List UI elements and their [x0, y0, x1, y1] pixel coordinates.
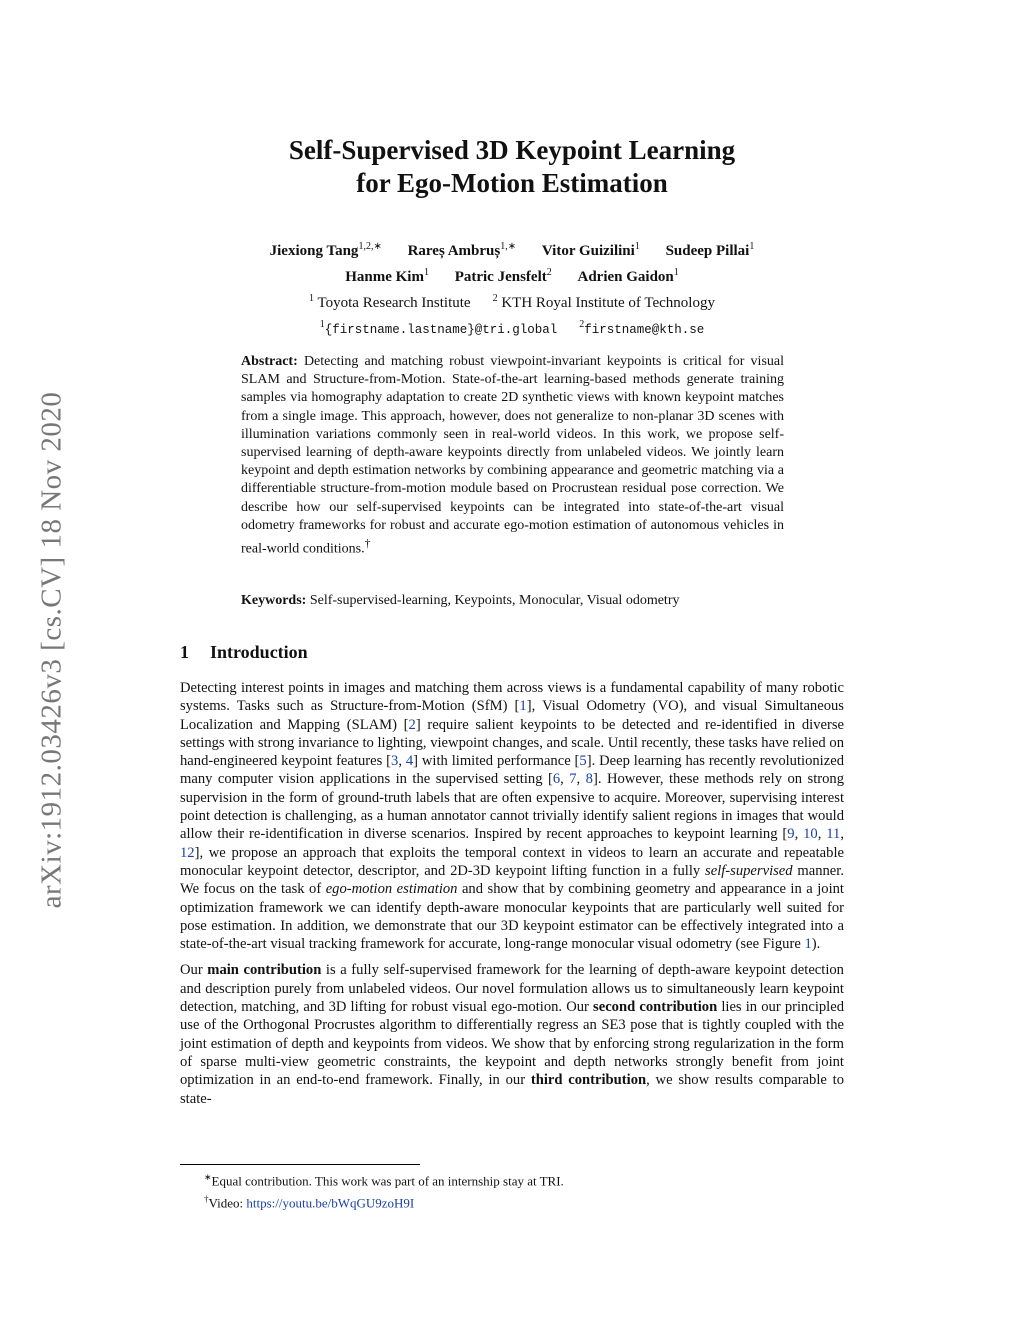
author-affil-mark: 1,∗ [500, 241, 517, 252]
author-line-2 [0, 262, 1024, 288]
text-run: Detecting interest points in images and matching them across views is a fundamental capability of many robotic systems. Tasks such as Structure-from-Motion (SfM) [ [180, 680, 844, 715]
text-run: ] require salient keypoints to be detected and re-identified in diverse settings with strong invariance to lighting, viewpoint changes, and scale. Until recently, these tasks have relied on hand-engineered keypoint features [ [180, 716, 845, 770]
citation-link[interactable]: 6 [552, 771, 561, 788]
author-affil-mark: 1 [634, 241, 640, 252]
affil-mark: 2 [492, 293, 498, 304]
author-block [0, 236, 1024, 341]
author-name: Jiexiong Tang [269, 243, 359, 259]
text-run: ], Visual Odometry (VO), and visual Simultaneous Localization and Mapping (SLAM) [ [180, 698, 844, 733]
intro-body [180, 679, 844, 1116]
keywords-text: Self-supervised-learning, Keypoints, Monocular, Visual odometry [309, 593, 680, 608]
email-1: {firstname.lastname}@tri.global [324, 323, 558, 337]
footnote-text: Equal contribution. This work was part of an internship stay at TRI. [211, 1173, 564, 1189]
citation-link[interactable]: 1 [519, 698, 527, 715]
author-line-1 [0, 236, 1024, 262]
citation-link[interactable]: 4 [405, 753, 414, 770]
author-name: Patric Jensfelt [454, 269, 547, 285]
author-affil-mark: 2 [546, 267, 552, 278]
author-affil-mark: 1 [423, 267, 429, 278]
citation-link[interactable]: 3 [391, 753, 399, 770]
arxiv-stamp: arXiv:1912.03426v3 [cs.CV] 18 Nov 2020 [35, 391, 68, 909]
text-run: is a fully self-supervised framework for the learning of depth-aware keypoint detection and description purely from unlabeled videos. Our novel formulation allows us to simultaneously learn keypoint detection, matching, and 3D lifting for robust visual ego-motion. Our [180, 962, 844, 1016]
abstract-dagger: † [364, 537, 371, 551]
author-name: Hanme Kim [345, 269, 424, 285]
text-run: manner. We focus on the task of [180, 862, 844, 898]
emphasis: ego-motion estimation [325, 881, 458, 898]
abstract-text: Detecting and matching robust viewpoint-invariant keypoints is critical for visual SLAM and Structure-from-Motion. State-of-the-art learning-based methods generate training samples via homography adaptation to create 2D synthetic views with known keypoint matches from a single image. This approach, however, does not generalize to non-planar 3D scenes with illumination variations commonly seen in real-world videos. In this work, we propose self-supervised learning of depth-aware keypoints directly from unlabeled videos. We jointly learn keypoint and depth estimation networks by combining appearance and geometric matching via a differentiable structure-from-motion module based on Procrustean residual pose correction. We describe how our self-supervised keypoints can be integrated into state-of-the-art visual odometry frameworks for robust and accurate ego-motion estimation of autonomous vehicles in real-world conditions. [241, 354, 784, 557]
email-line [0, 314, 1024, 341]
section-number: 1 [180, 642, 189, 662]
abstract [241, 353, 784, 559]
title-line-1: Self-Supervised 3D Keypoint Learning [288, 135, 736, 165]
citation-link[interactable]: 9 [787, 826, 795, 843]
text-run: and show that by combining geometry and appearance in a joint optimization framework we can identify depth-aware monocular keypoints that are particularly well suited for pose estimation. In addition, we demonstrate that our 3D keypoint estimator can be effectively integrated into a state-of-the-art visual tracking framework for accurate, long-range monocular visual odometry (see Figure [180, 881, 844, 953]
video-link[interactable]: https://youtu.be/bWqGU9zoH9I [246, 1195, 415, 1211]
footnote-mark: ∗ [204, 1172, 212, 1182]
author-affil-mark: 1 [673, 267, 679, 278]
affil-mark: 2 [579, 319, 585, 330]
citation-link[interactable]: 10 [803, 826, 818, 843]
affiliation-1: Toyota Research Institute [317, 295, 471, 311]
footnote-mark: † [204, 1194, 209, 1205]
author-name: Vitor Guizilini [541, 243, 635, 259]
intro-paragraph-1: Detecting interest points in images and matching them across views is a fundamental capability of many robotic systems. Tasks such as Structure-from-Motion (SfM) [1], Visual Odometry (VO), and visual Simultaneous Localization and Mapping (SLAM) [2] require salient keypoints to be detected and re-identified in diverse settings with strong invariance to lighting, viewpoint changes, and scale. Until recently, these tasks have relied on hand-engineered keypoint features [3, 4] with limited performance [5]. Deep learning has recently revolutionized many computer vision applications in the supervised setting [6, 7, 8]. However, these methods rely on strong supervision in the form of ground-truth labels that are often expensive to acquire. Moreover, supervising interest point detection is challenging, as a human annotator cannot trivially identify salient regions in images that would allow their re-identification in diverse scenarios. Inspired by recent approaches to keypoint learning [9, 10, 11, 12], we propose an approach that exploits the temporal context in videos to learn an accurate and repeatable monocular keypoint detector, descriptor, and 2D-3D keypoint lifting function in a fully self-supervised manner. We focus on the task of ego-motion estimation and show that by combining geometry and appearance in a joint optimization framework we can identify depth-aware monocular keypoints that are particularly well suited for pose estimation. In addition, we demonstrate that our 3D keypoint estimator can be effectively integrated into a state-of-the-art visual tracking framework for accurate, long-range monocular visual odometry (see Figure 1). [180, 680, 845, 953]
paper-title [0, 134, 1024, 200]
text-run: Our [180, 962, 208, 979]
text-run: ] with limited performance [ [413, 753, 580, 770]
footnotes [180, 1168, 844, 1213]
author-affil-mark: 1,2,∗ [358, 241, 382, 252]
affiliation-line [0, 288, 1024, 314]
bold-phrase: main contribution [207, 962, 322, 979]
text-run: ], we propose an approach that exploits the temporal context in videos to learn an accurate and repeatable monocular keypoint detector, descriptor, and 2D-3D keypoint lifting function in a fully [180, 844, 844, 879]
citation-link[interactable]: 11 [826, 826, 841, 843]
bold-phrase: third contribution [530, 1072, 647, 1089]
author-name: Rareș Ambruș [407, 243, 501, 259]
citation-link[interactable]: 5 [579, 753, 587, 770]
section-heading [180, 642, 308, 663]
author-name: Adrien Gaidon [577, 269, 674, 285]
bold-phrase: second contribution [593, 999, 718, 1016]
affil-mark: 1 [319, 319, 325, 330]
footnote-rule [180, 1164, 420, 1165]
keywords-label: Keywords: [241, 593, 307, 608]
citation-link[interactable]: 7 [569, 771, 577, 788]
intro-paragraph-2 [180, 961, 844, 1107]
abstract-label: Abstract: [241, 354, 298, 369]
footnote-2 [180, 1190, 844, 1212]
text-run: lies in our principled use of the Orthogonal Procrustes algorithm to differentially regress an SE3 pose that is tightly coupled with the joint estimation of depth and keypoints from videos. We show that by enforcing strong regularization in the form of sparse multi-view geometric constraints, the keypoint and depth networks strongly benefit from joint optimization in an end-to-end framework. Finally, in our [180, 999, 844, 1089]
section-title: Introduction [210, 642, 308, 662]
text-run: ]. Deep learning has recently revolutionized many computer vision applications in the supervised setting [ [180, 753, 844, 788]
author-affil-mark: 1 [749, 241, 755, 252]
footnote-1 [180, 1168, 844, 1190]
email-2: firstname@kth.se [584, 323, 705, 337]
keywords [241, 592, 784, 610]
text-run: ). [811, 936, 821, 953]
text-run: , we show results comparable to state- [180, 1072, 844, 1107]
title-line-2: for Ego-Motion Estimation [356, 168, 668, 198]
affiliation-2: KTH Royal Institute of Technology [501, 295, 715, 311]
emphasis: self-supervised [705, 862, 793, 879]
citation-link[interactable]: 12 [180, 844, 195, 861]
affil-mark: 1 [309, 293, 315, 304]
text-run: ]. However, these methods rely on strong supervision in the form of ground-truth labels that are often expensive to acquire. Moreover, supervising interest point detection is challenging, as a human annotator cannot trivially identify salient regions in images that would allow their re-identification in diverse scenarios. Inspired by recent approaches to keypoint learning [ [180, 771, 845, 843]
citation-link[interactable]: 8 [585, 771, 593, 788]
citation-link[interactable]: 2 [408, 716, 416, 733]
figure-link[interactable]: 1 [804, 936, 812, 953]
author-name: Sudeep Pillai [665, 243, 750, 259]
footnote-label: Video: [208, 1195, 247, 1211]
